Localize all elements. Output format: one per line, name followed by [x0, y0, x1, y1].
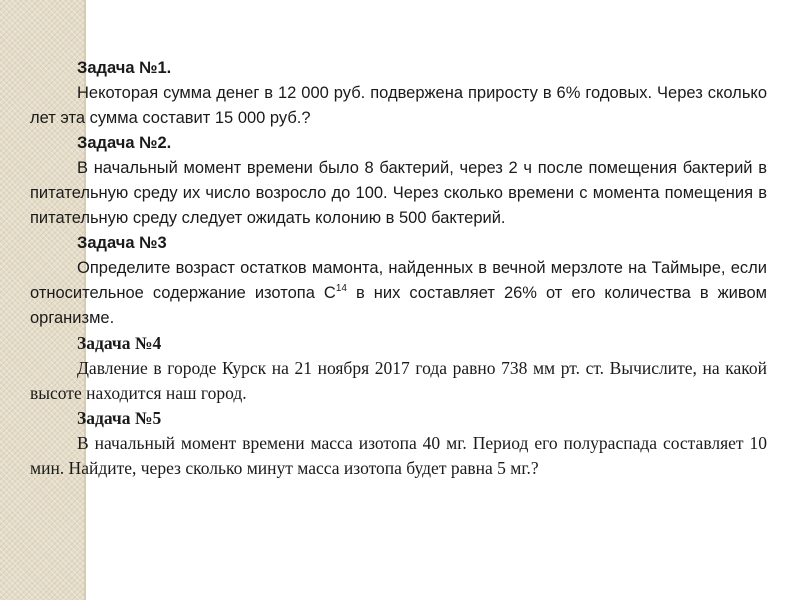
task-list [30, 56, 767, 481]
task-3-text-after: в них составляет 26% от его количества в живом организме. [30, 284, 767, 327]
task-3-title: Задача №3 [77, 234, 167, 252]
task-1 [30, 56, 767, 131]
task-4-text: Давление в городе Курск на 21 ноября 2017 года равно 738 мм рт. ст. Вычислите, на какой высоте находится наш город. [30, 358, 767, 403]
task-5 [30, 406, 767, 481]
task-5-text: В начальный момент времени масса изотопа 40 мг. Период его полураспада составляет 10 мин. Найдите, через сколько минут масса изотопа будет равна 5 мг.? [30, 433, 767, 478]
task-2-title: Задача №2. [77, 134, 172, 152]
task-3-text [30, 256, 767, 331]
task-4 [30, 331, 767, 406]
isotope-superscript: 14 [335, 283, 347, 294]
task-2 [30, 131, 767, 231]
task-2-text: В начальный момент времени было 8 бактерий, через 2 ч после помещения бактерий в питательную среду их число возросло до 100. Через сколько времени с момента помещения в питательную среду следует ожидать колонию в 500 бактерий. [30, 159, 767, 227]
task-4-title: Задача №4 [77, 333, 162, 353]
task-1-text: Некоторая сумма денег в 12 000 руб. подвержена приросту в 6% годовых. Через сколько лет эта сумма составит 15 000 руб.? [30, 84, 767, 127]
task-5-title: Задача №5 [77, 408, 162, 428]
task-1-title: Задача №1. [77, 59, 172, 77]
task-3-text-before: Определите возраст остатков мамонта, найденных в вечной мерзлоте на Таймыре, если относительное содержание изотопа C [30, 259, 767, 302]
task-3 [30, 231, 767, 331]
